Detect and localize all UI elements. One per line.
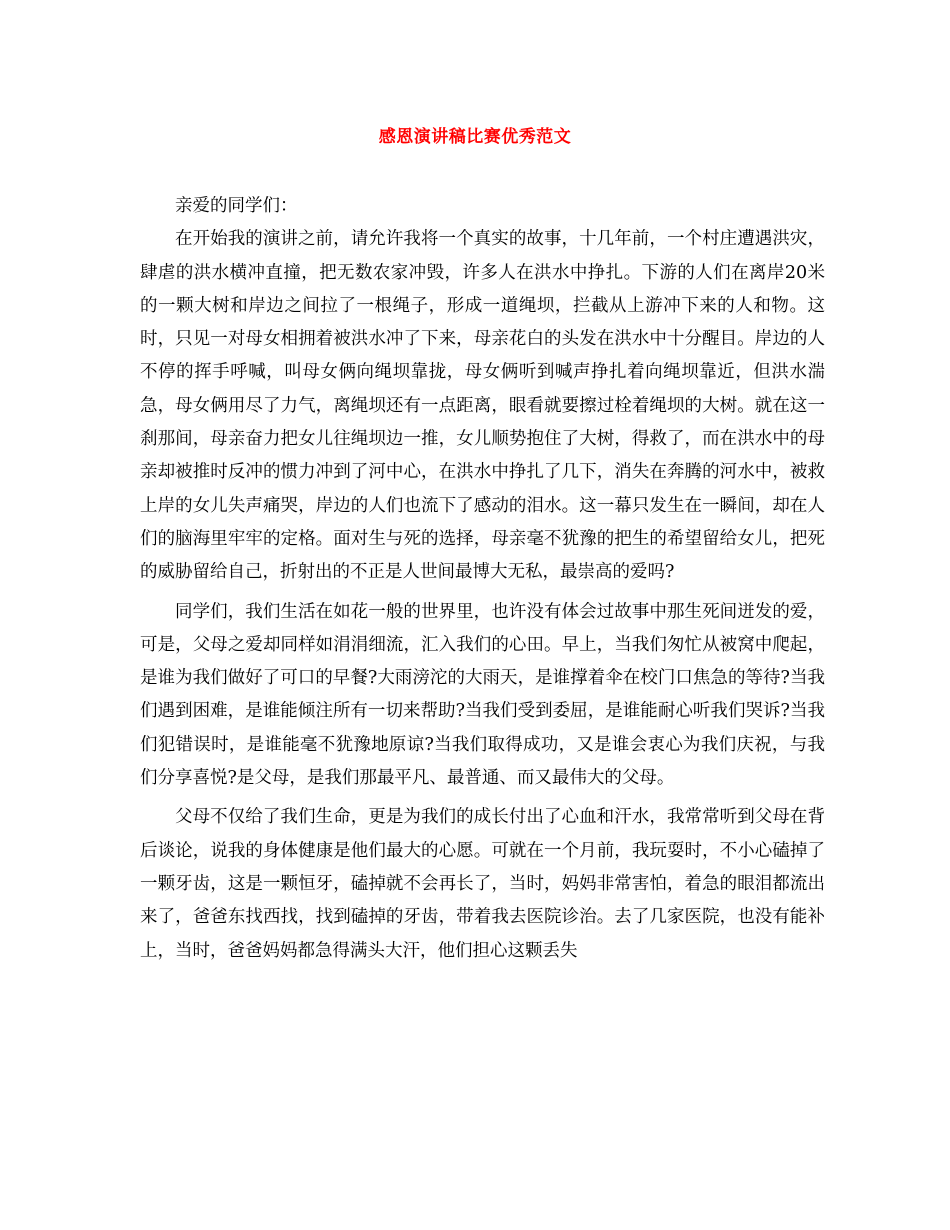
paragraph-parents-love: 同学们，我们生活在如花一般的世界里，也许没有体会过故事中那生死间迸发的爱，可是，父母之爱却同样如涓涓细流，汇入我们的心田。早上，当我们匆忙从被窝中爬起，是谁为我们做好了可口的早餐?大雨滂沱的大雨天，是谁撑着伞在校门口焦急的等待?当我们遇到困难，是谁能倾注所有一切来帮助?当我们受到委屈，是谁能耐心听我们哭诉?当我们犯错误时，是谁能毫不犹豫地原谅?当我们取得成功，又是谁会衷心为我们庆祝，与我们分享喜悦?是父母，是我们那最平凡、最普通、而又最伟大的父母。	[140, 601, 825, 789]
paragraph-story: 在开始我的演讲之前，请允许我将一个真实的故事，十几年前，一个村庄遭遇洪灾，肆虐的洪水横冲直撞，把无数农家冲毁，许多人在洪水中挣扎。下游的人们在离岸20米的一颗大树和岸边之间拉了一根绳子，形成一道绳坝，拦截从上游冲下来的人和物。这时，只见一对母女相拥着被洪水冲了下来，母亲花白的头发在洪水中十分醒目。岸边的人不停的挥手呼喊，叫母女俩向绳坝靠拢，母女俩听到喊声挣扎着向绳坝靠近，但洪水湍急，母女俩用尽了力气，离绳坝还有一点距离，眼看就要擦过栓着绳坝的大树。就在这一刹那间，母亲奋力把女儿往绳坝边一推，女儿顺势抱住了大树，得救了，而在洪水中的母亲却被推时反冲的惯力冲到了河中心，在洪水中挣扎了几下，消失在奔腾的河水中，被救上岸的女儿失声痛哭，岸边的人们也流下了感动的泪水。这一幕只发生在一瞬间，却在人们的脑海里牢牢的定格。面对生与死的选择，母亲毫不犹豫的把生的希望留给女儿，把死的威胁留给自己，折射出的不正是人世间最博大无私，最崇高的爱吗?	[140, 229, 825, 583]
salutation: 亲爱的同学们：	[175, 196, 298, 216]
paragraph-personal-story: 父母不仅给了我们生命，更是为我们的成长付出了心血和汗水，我常常听到父母在背后谈论，说我的身体健康是他们最大的心愿。可就在一个月前，我玩耍时，不小心磕掉了一颗牙齿，这是一颗恒牙，磕掉就不会再长了，当时，妈妈非常害怕，着急的眼泪都流出来了，爸爸东找西找，找到磕掉的牙齿，带着我去医院诊治。去了几家医院，也没有能补上，当时，爸爸妈妈都急得满头大汗，他们担心这颗丢失	[140, 807, 825, 961]
document-body	[140, 190, 825, 968]
document-title: 感恩演讲稿比赛优秀范文	[378, 127, 572, 147]
